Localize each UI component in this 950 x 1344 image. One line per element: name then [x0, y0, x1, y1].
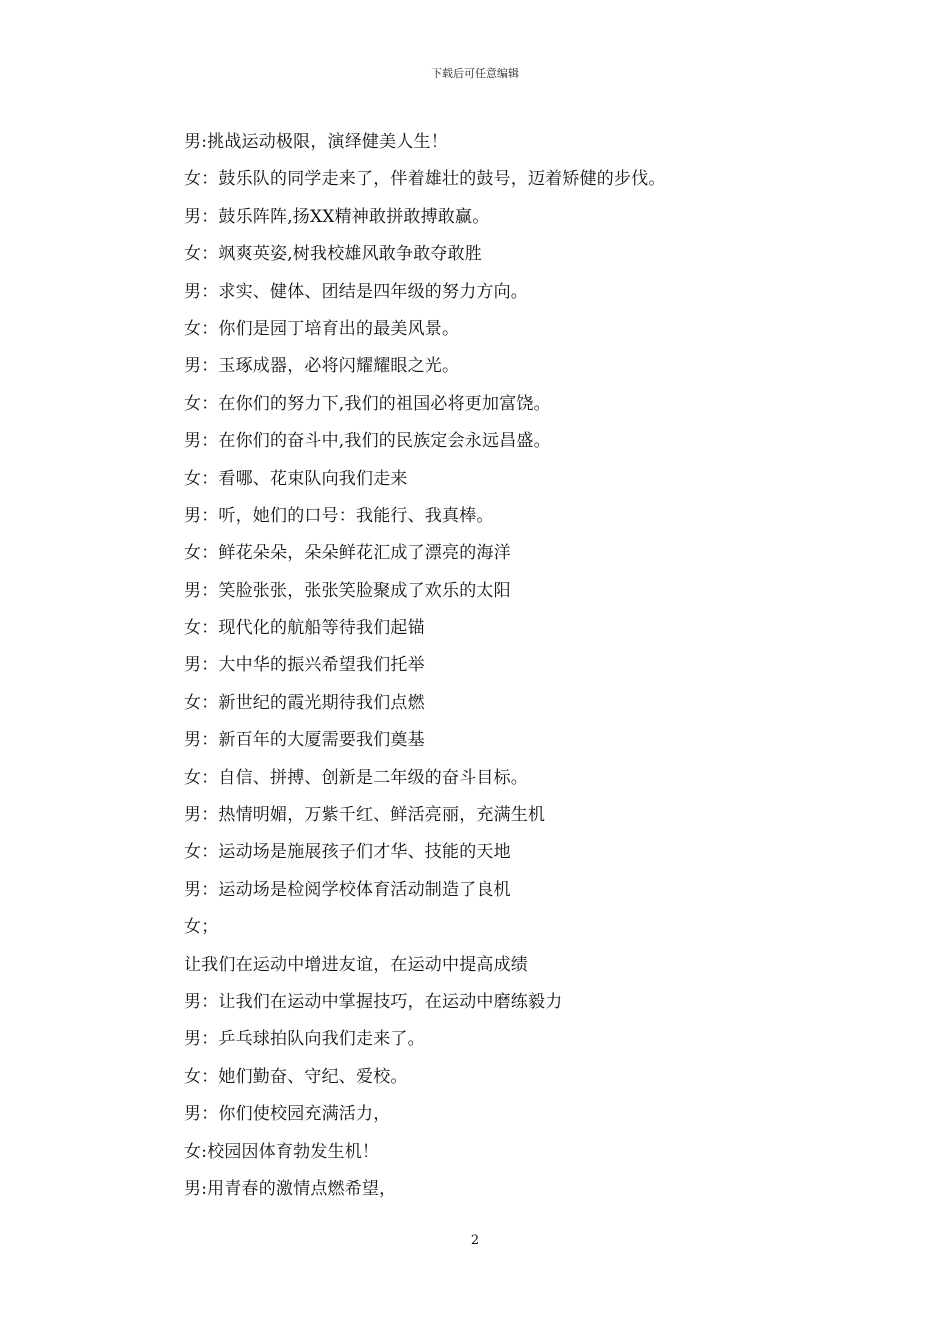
text-line: 女：自信、拼搏、创新是二年级的奋斗目标。: [184, 767, 528, 788]
text-line: 男：新百年的大厦需要我们奠基: [184, 730, 425, 751]
text-line: 男：玉琢成器，必将闪耀耀眼之光。: [184, 356, 460, 377]
text-line: 男：乒乓球拍队向我们走来了。: [184, 1029, 425, 1050]
text-line: 男：听，她们的口号：我能行、我真棒。: [184, 505, 494, 526]
text-line: 男：笑脸张张，张张笑脸聚成了欢乐的太阳: [184, 580, 511, 601]
text-line: 女：现代化的航船等待我们起锚: [184, 618, 425, 639]
text-line: 男：你们使校园充满活力，: [184, 1104, 391, 1125]
text-line: 男：让我们在运动中掌握技巧，在运动中磨练毅力: [184, 991, 563, 1012]
page-header: 下载后可任意编辑: [431, 67, 519, 80]
document-body: [184, 124, 784, 1208]
text-line: 女：飒爽英姿,树我校雄风敢争敢夺敢胜: [184, 244, 483, 265]
text-line: 女：你们是园丁培育出的最美风景。: [184, 318, 460, 339]
text-line: 男：鼓乐阵阵,扬XX精神敢拼敢搏敢赢。: [184, 206, 490, 227]
text-line: 让我们在运动中增进友谊，在运动中提高成绩: [184, 954, 528, 975]
text-line: 女：运动场是施展孩子们才华、技能的天地: [184, 842, 511, 863]
text-line: 男：运动场是检阅学校体育活动制造了良机: [184, 879, 511, 900]
text-line: 女:校园因体育勃发生机！: [184, 1141, 380, 1162]
text-line: 男：求实、健体、团结是四年级的努力方向。: [184, 281, 528, 302]
text-line: 男:挑战运动极限，演绎健美人生！: [184, 132, 448, 152]
text-line: 女；: [184, 917, 219, 938]
text-line: 男：大中华的振兴希望我们托举: [184, 655, 425, 676]
text-line: 女：看哪、花束队向我们走来: [184, 468, 408, 489]
text-line: 男:用青春的激情点燃希望，: [184, 1178, 397, 1199]
text-line: 女：在你们的努力下,我们的祖国必将更加富饶。: [184, 393, 551, 414]
page-number: 2: [470, 1233, 480, 1248]
text-line: 女：新世纪的霞光期待我们点燃: [184, 692, 425, 713]
text-line: 男：热情明媚，万紫千红、鲜活亮丽，充满生机: [184, 805, 546, 826]
text-line: 男：在你们的奋斗中,我们的民族定会永远昌盛。: [184, 431, 551, 452]
text-line: 女：鲜花朵朵，朵朵鲜花汇成了漂亮的海洋: [184, 543, 511, 564]
text-line: 女：鼓乐队的同学走来了，伴着雄壮的鼓号，迈着矫健的步伐。: [184, 169, 666, 190]
text-line: 女：她们勤奋、守纪、爱校。: [184, 1066, 408, 1087]
